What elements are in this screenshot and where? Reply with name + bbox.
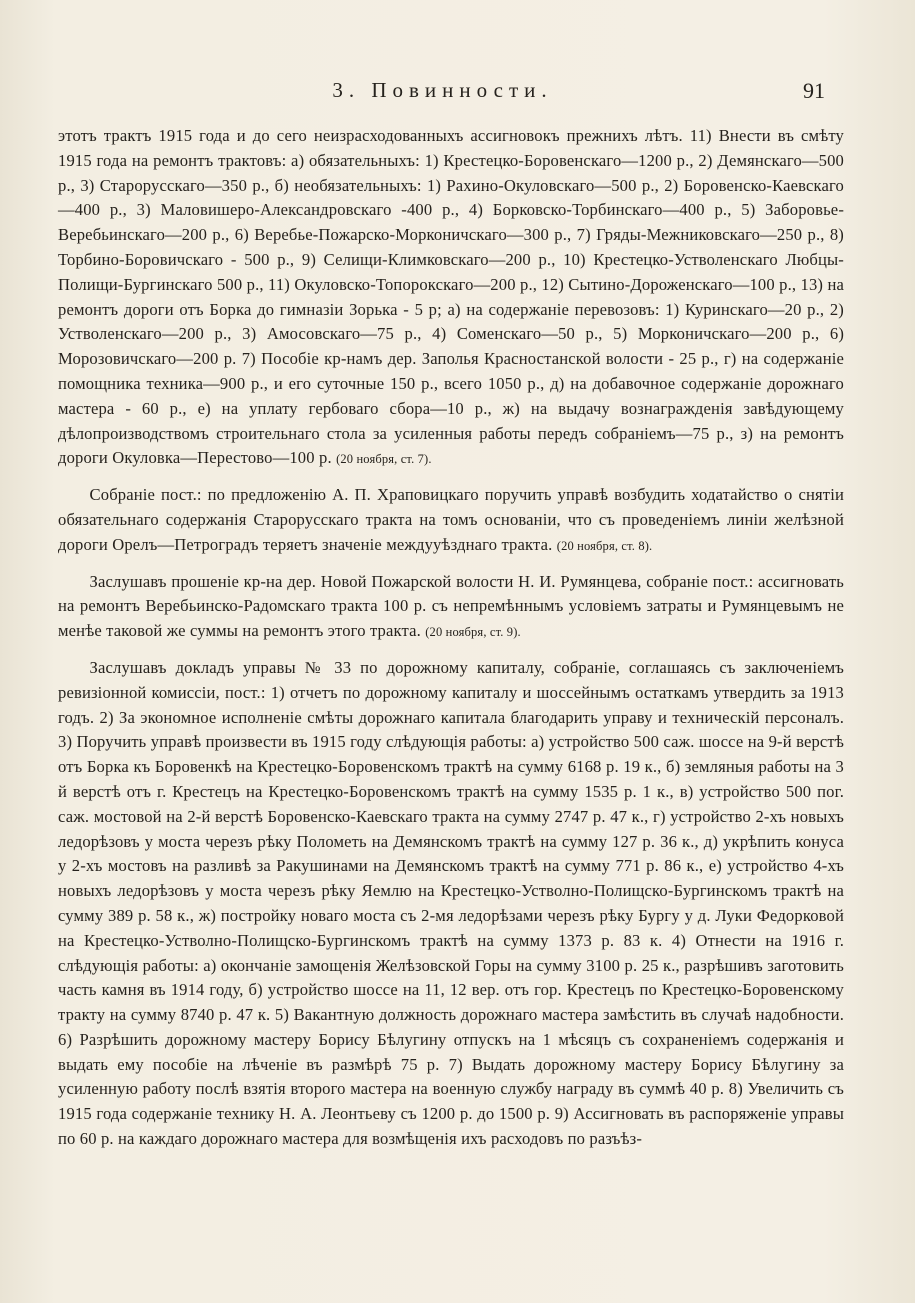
body-text [58,124,844,1152]
paragraph-3 [58,570,844,645]
paragraph-1 [58,124,844,472]
paragraph-2-text: Собраніе пост.: по предложенію А. П. Храповицкаго поручить управѣ возбудить ходатайство о снятіи обязательнаго содержанія Старорусскаго тракта на томъ основаніи, что съ проведеніемъ линіи желѣзной дороги Орелъ—Петроградъ теряетъ значеніе междууѣзднаго тракта. [58,485,844,554]
section-title: 3. Повинности. [332,78,553,102]
paragraph-4-text: Заслушавъ докладъ управы № 33 по дорожному капиталу, собраніе, соглашаясь съ заключеніемъ ревизіонной комиссіи, пост.: 1) отчетъ по дорожному капиталу и шоссейнымъ остаткамъ утвердить за 1913 годъ. 2) За экономное исполненіе смѣты дорожнаго капитала благодарить управу и техническій персоналъ. 3) Поручить управѣ произвести въ 1915 году слѣдующія работы: а) устройство 500 саж. шоссе на 9-й верстѣ отъ Борка къ Боровенкѣ на Крестецко-Боровенскомъ трактѣ на сумму 6168 р. 19 к., б) земляныя работы на 3 й верстѣ отъ г. Крестецъ на Крестецко-Боровенскомъ трактѣ на сумму 1535 р. 1 к., в) устройство 500 пог. саж. мостовой на 2-й верстѣ Боровенско-Каевскаго тракта на сумму 2747 р. 47 к., г) устройство 2-хъ новыхъ ледорѣзовъ у моста черезъ рѣку Полометь на Демянскомъ трактѣ на сумму 127 р. 36 к., д) укрѣпить конуса у 2-хъ мостовъ на разливѣ за Ракушинами на Демянскомъ трактѣ на сумму 771 р. 86 к., е) устройство 4-хъ новыхъ ледорѣзовъ у моста черезъ рѣку Яемлю на Крестецко-Устволно-Полищско-Бургинскомъ трактѣ на сумму 389 р. 58 к., ж) постройку новаго моста съ 2-мя ледорѣзами черезъ рѣку Бургу у д. Луки Федорковой на Крестецко-Устволно-Полищско-Бургинскомъ трактѣ на сумму 1373 р. 83 к. 4) Отнести на 1916 г. слѣдующія работы: а) окончаніе замощенія Желѣзовской Горы на сумму 3100 р. 25 к., разрѣшивъ заготовить часть камня въ 1914 году, б) устройство шоссе на 11, 12 вер. отъ гор. Крестецъ по Крестецко-Боровенскому тракту на сумму 8740 р. 47 к. 5) Вакантную должность дорожнаго мастера замѣстить въ случаѣ надобности. 6) Разрѣшить дорожному мастеру Борису Бѣлугину отпускъ на 1 мѣсяцъ съ сохраненіемъ содержанія и выдать ему пособіе на лѣченіе въ размѣрѣ 75 р. 7) Выдать дорожному мастеру Борису Бѣлугину за усиленную работу послѣ взятія второго мастера на военную службу награду въ суммѣ 40 р. 8) Увеличить съ 1915 года содержаніе технику Н. А. Леонтьеву съ 1200 р. до 1500 р. 9) Ассигновать въ распоряженіе управы по 60 р. на каждаго дорожнаго мастера для возмѣщенія ихъ расходовъ по разъѣз- [58,657,844,1149]
paragraph-3-text: Заслушавъ прошеніе кр-на дер. Новой Пожарской волости Н. И. Румянцева, собраніе пост.: ассигновать на ремонтъ Веребьинско-Радомскаго тракта 100 р. съ непремѣннымъ условіемъ затраты и Румянцевымъ не менѣе таковой же суммы на ремонтъ этого тракта. [58,571,844,641]
page-number: 91 [803,78,825,103]
page-header [60,78,825,108]
paragraph-1-text: этотъ трактъ 1915 года и до сего неизрасходованныхъ ассигновокъ прежнихъ лѣтъ. 11) Внести въ смѣту 1915 года на ремонтъ трактовъ: а) обязательныхъ: 1) Крестецко-Боровенскаго—1200 р., 2) Демянскаго—500 р., 3) Старорусскаго—350 р., б) необязательныхъ: 1) Рахино-Окуловскаго—500 р., 2) Боровенско-Каевскаго—400 р., 3) Маловишеро-Александровскаго -400 р., 4) Борковско-Торбинскаго—400 р., 5) Заборовье-Веребьинскаго—200 р., 6) Веребье-Пожарско-Морконичскаго—300 р., 7) Гряды-Межниковскаго—250 р., 8) Торбино-Боровичскаго - 500 р., 9) Селищи-Климковскаго—200 р., 10) Крестецко-Устволенскаго Любцы-Полищи-Бургинскаго 500 р., 11) Окуловско-Топорокскаго—200 р., 12) Сытино-Дороженскаго—100 р., 13) на ремонтъ дороги отъ Борка до гимназіи Зорька - 5 р; а) на содержаніе перевозовъ: 1) Куринскаго—20 р., 2) Устволенскаго—200 р., 3) Амосовскаго—75 р., 4) Соменскаго—50 р., 5) Морконичскаго—200 р., 6) Морозовичскаго—200 р. 7) Пособіе кр-намъ дер. Заполья Красностанской волости - 25 р., г) на содержаніе помощника техника—900 р., и его суточные 150 р., всего 1050 р., д) на добавочное содержаніе дорожнаго мастера - 60 р., е) на уплату гербоваго сбора—10 р., ж) на выдачу вознагражденія завѣдующему дѣлопроизводствомъ строительнаго стола за усиленныя работы передъ собраніемъ—75 р., з) на ремонтъ дороги Окуловка—Перестово—100 р. [58,126,844,468]
paragraph-3-note: (20 ноября, ст. 9). [425,625,521,640]
paragraph-4 [58,656,844,1152]
paragraph-2-note: (20 ноября, ст. 8). [556,538,653,553]
paragraph-2 [58,483,844,558]
paragraph-1-note: (20 ноября, ст. 7). [336,452,432,467]
